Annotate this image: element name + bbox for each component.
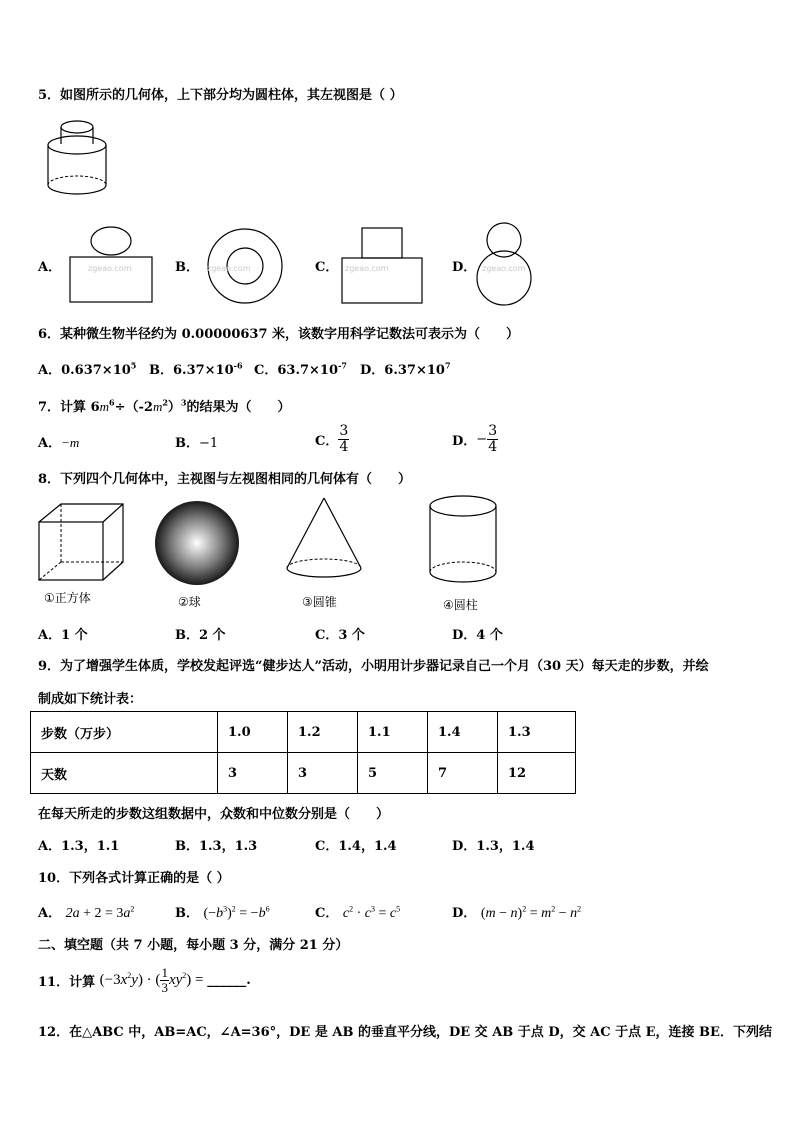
q7-option-a-letter: A． — [38, 436, 62, 451]
q6-option-a-letter: A． — [38, 363, 62, 378]
caption-cylinder: ④圆柱 — [443, 598, 478, 612]
q10-option-a[interactable] — [38, 902, 134, 922]
q11-stem — [38, 966, 251, 995]
q7-option-d-numerator: 3 — [488, 423, 498, 439]
q7-option-b-value: −1 — [199, 436, 219, 451]
watermark-b: zgeao.com — [207, 264, 251, 273]
q11-prefix: 11．计算 — [38, 975, 96, 990]
q7-option-a-value: −m — [61, 435, 80, 450]
q6-option-b[interactable] — [149, 359, 243, 378]
q9-option-c[interactable]: C．1.4，1.4 — [315, 839, 397, 854]
q7-option-b-letter: B． — [175, 436, 199, 451]
q7-stem-suffix: 的结果为（ ） — [186, 400, 291, 415]
table-cell: 5 — [358, 753, 428, 794]
q5-option-a[interactable]: A． — [38, 260, 62, 275]
q10-option-b-letter: B． — [175, 906, 199, 921]
q10-stem: 10．下列各式计算正确的是（ ） — [38, 871, 230, 886]
q7-stem-prefix: 7．计算 6 — [38, 400, 100, 415]
q7-var-2: m — [152, 399, 163, 414]
q9-stem-line1: 9．为了增强学生体质，学校发起评选“健步达人”活动，小明用计步器记录自己一个月（30 天）每天走的步数，并绘 — [38, 659, 709, 674]
q7-option-d-letter: D． — [452, 434, 477, 449]
table-cell: 7 — [428, 753, 498, 794]
q5-option-c[interactable]: C． — [315, 260, 339, 275]
q7-option-c-numerator: 3 — [339, 423, 349, 439]
q7-stem-mid: ÷（-2 — [114, 400, 153, 415]
q6-option-b-letter: B． — [149, 363, 173, 378]
q6-option-b-mantissa: 6.37×10 — [173, 363, 234, 378]
q7-option-b[interactable] — [175, 432, 218, 451]
q11-answer-blank[interactable]: ______ — [207, 973, 247, 988]
q7-option-d-denominator: 4 — [488, 439, 498, 455]
q10-option-a-letter: A． — [38, 906, 62, 921]
watermark-d: zgeao.com — [482, 264, 526, 273]
q7-option-d[interactable] — [452, 424, 498, 455]
watermark-c: zgeao.com — [345, 264, 389, 273]
q7-exp-3: 3 — [180, 397, 187, 408]
caption-sphere: ②球 — [178, 595, 201, 609]
q6-option-a-mantissa: 0.637×10 — [61, 363, 131, 378]
cylinder-figure — [428, 494, 500, 588]
q5-solid-figure — [44, 118, 110, 200]
q10-option-b-formula: $(-b^3)^2 = -b^6$ — [203, 904, 270, 921]
table-cell: 3 — [288, 753, 358, 794]
q11-end: . — [246, 973, 251, 988]
q7-option-c-denominator: 4 — [339, 439, 349, 455]
q8-stem: 8．下列四个几何体中，主视图与左视图相同的几何体有（ ） — [38, 472, 412, 487]
steps-table — [30, 711, 576, 794]
q7-exp-1: 6 — [109, 397, 115, 408]
q6-option-d-mantissa: 6.37×10 — [384, 363, 445, 378]
q7-option-d-fraction — [487, 424, 498, 455]
q6-option-d-letter: D． — [360, 363, 385, 378]
cube-figure — [37, 502, 127, 584]
sphere-figure — [154, 500, 240, 586]
q7-option-c[interactable] — [315, 424, 349, 455]
q6-option-c[interactable] — [254, 359, 347, 378]
q7-option-c-fraction — [338, 424, 349, 455]
q7-exp-2: 2 — [162, 397, 168, 408]
q8-option-b[interactable]: B．2 个 — [175, 628, 226, 643]
q5-option-d[interactable]: D． — [452, 260, 477, 275]
q6-option-b-exponent: -6 — [233, 360, 243, 371]
caption-cube: ①正方体 — [44, 591, 91, 605]
table-cell: 1.2 — [288, 712, 358, 753]
table-row — [31, 753, 576, 794]
q8-option-c[interactable]: C．3 个 — [315, 628, 365, 643]
q10-option-c-letter: C． — [315, 906, 339, 921]
q6-option-c-mantissa: 63.7×10 — [277, 363, 339, 378]
cone-figure — [284, 496, 366, 586]
q10-option-c-formula: $c^2 \cdot c^3 = c^5$ — [342, 904, 401, 921]
table-cell: 1.3 — [498, 712, 576, 753]
q11-formula: $(-3x^2y)$ · ( $\frac{1}{3}$ $xy^2$) = — [99, 965, 208, 995]
q7-option-d-sign: − — [476, 432, 488, 447]
table-row — [31, 712, 576, 753]
watermark-a: zgeao.com — [88, 264, 132, 273]
table-header-days: 天数 — [31, 753, 218, 794]
q10-option-d-letter: D． — [452, 906, 477, 921]
table-cell: 1.1 — [358, 712, 428, 753]
q10-option-d-formula: $(m - n)^2 = m^2 - n^2$ — [480, 904, 582, 921]
q5-option-b[interactable]: B． — [175, 260, 199, 275]
q8-option-a[interactable]: A．1 个 — [38, 628, 88, 643]
q7-option-a[interactable] — [38, 432, 79, 451]
q9-option-d[interactable]: D．1.3，1.4 — [452, 839, 535, 854]
q5-stem: 5．如图所示的几何体，上下部分均为圆柱体，其左视图是（ ） — [38, 88, 403, 103]
q6-option-a-exponent: 5 — [130, 360, 137, 371]
q6-option-a[interactable] — [38, 359, 136, 378]
q10-option-b[interactable] — [175, 902, 270, 922]
table-cell: 3 — [218, 753, 288, 794]
q10-option-c[interactable] — [315, 902, 400, 922]
q10-option-d[interactable] — [452, 902, 581, 922]
q9-option-b[interactable]: B．1.3，1.3 — [175, 839, 258, 854]
q7-option-c-letter: C． — [315, 434, 339, 449]
q9-option-a[interactable]: A．1.3，1.1 — [38, 839, 120, 854]
section-title: 二、填空题（共 7 小题，每小题 3 分，满分 21 分） — [38, 938, 349, 953]
q8-option-d[interactable]: D．4 个 — [452, 628, 503, 643]
caption-cone: ③圆锥 — [302, 595, 337, 609]
q7-var-1: m — [99, 399, 110, 414]
q6-option-c-letter: C． — [254, 363, 278, 378]
table-header-steps: 步数（万步） — [31, 712, 218, 753]
table-cell: 1.4 — [428, 712, 498, 753]
q9-stem-line2: 制成如下统计表： — [38, 692, 143, 707]
q6-option-d-exponent: 7 — [444, 360, 451, 371]
q12-stem: 12．在△ABC 中，AB=AC，∠A=36°，DE 是 AB 的垂直平分线，DE 交 AB 于点 D，交 AC 于点 E，连接 BE．下列结 — [38, 1025, 772, 1040]
table-cell: 12 — [498, 753, 576, 794]
q7-stem-end: ） — [167, 400, 181, 415]
q6-stem: 6．某种微生物半径约为 0.00000637 米，该数字用科学记数法可表示为（ ） — [38, 327, 520, 342]
q7-stem — [38, 396, 291, 415]
q9-question: 在每天所走的步数这组数据中，众数和中位数分别是（ ） — [38, 807, 390, 822]
q6-option-c-exponent: -7 — [338, 360, 347, 371]
q6-option-d[interactable] — [360, 359, 451, 378]
table-cell: 1.0 — [218, 712, 288, 753]
q10-option-a-formula: $2a + 2 = 3a^2$ — [65, 904, 135, 921]
